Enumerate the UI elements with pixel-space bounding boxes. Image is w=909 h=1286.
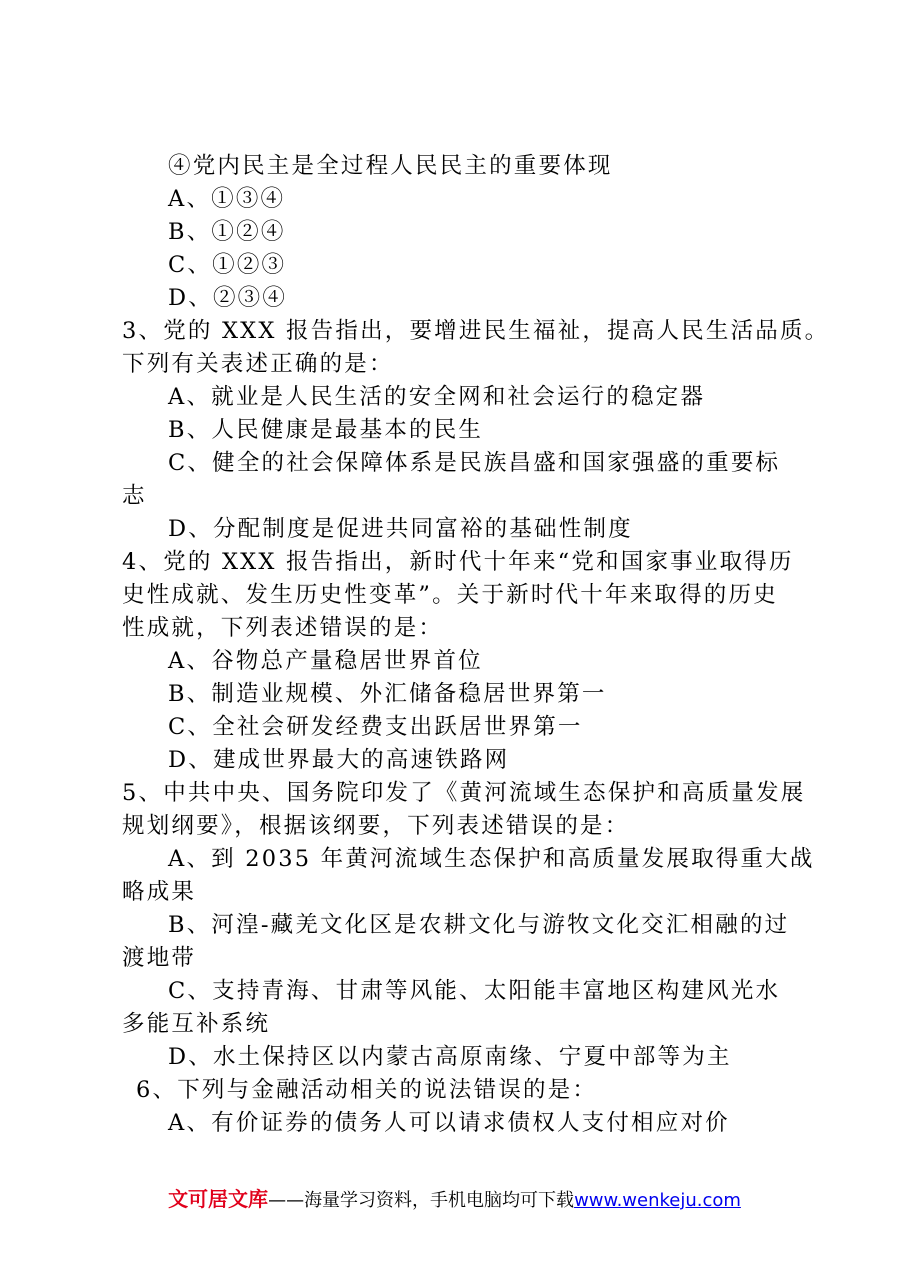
text-line: 3、党的 XXX 报告指出，要增进民生福祉，提高人民生活品质。	[122, 318, 830, 344]
document-body	[122, 150, 830, 1140]
text-line: 多能互补系统	[122, 1011, 271, 1037]
text-line: 4、党的 XXX 报告指出，新时代十年来“党和国家事业取得历	[122, 549, 794, 575]
footer-link[interactable]: www.wenkeju.com	[574, 1190, 741, 1211]
text-line: 志	[122, 483, 147, 509]
text-line: C、支持青海、甘肃等风能、太阳能丰富地区构建风光水	[168, 978, 781, 1004]
text-line: D、建成世界最大的高速铁路网	[168, 747, 510, 773]
text-line: A、到 2035 年黄河流域生态保护和高质量发展取得重大战	[168, 846, 815, 872]
text-line: ④党内民主是全过程人民民主的重要体现	[168, 153, 613, 179]
text-line: C、①②③	[168, 252, 287, 278]
text-line: B、①②④	[168, 219, 286, 245]
text-line: 5、中共中央、国务院印发了《黄河流域生态保护和高质量发展	[122, 780, 806, 806]
text-line: B、人民健康是最基本的民生	[168, 417, 484, 443]
footer-brand: 文可居文库	[168, 1187, 269, 1211]
text-line: D、分配制度是促进共同富裕的基础性制度	[168, 516, 633, 542]
footer-tagline: ——海量学习资料，手机电脑均可下载	[268, 1190, 575, 1211]
text-line: 6、下列与金融活动相关的说法错误的是：	[136, 1077, 598, 1103]
text-line: 史性成就、发生历史性变革”。关于新时代十年来取得的历史	[122, 582, 778, 608]
footer-banner	[0, 1183, 909, 1212]
text-line: C、健全的社会保障体系是民族昌盛和国家强盛的重要标	[168, 450, 781, 476]
text-line: 渡地带	[122, 945, 197, 971]
text-line: C、全社会研发经费支出跃居世界第一	[168, 714, 583, 740]
text-line: B、河湟-藏羌文化区是农耕文化与游牧文化交汇相融的过	[168, 912, 790, 938]
text-line: D、水土保持区以内蒙古高原南缘、宁夏中部等为主	[168, 1044, 732, 1070]
text-line: A、有价证券的债务人可以请求债权人支付相应对价	[168, 1110, 730, 1136]
text-line: A、①③④	[168, 186, 286, 212]
text-line: D、②③④	[168, 285, 288, 311]
text-line: 下列有关表述正确的是：	[122, 351, 394, 377]
text-line: B、制造业规模、外汇储备稳居世界第一	[168, 681, 607, 707]
text-line: A、就业是人民生活的安全网和社会运行的稳定器	[168, 384, 706, 410]
text-line: A、谷物总产量稳居世界首位	[168, 648, 483, 674]
text-line: 规划纲要》，根据该纲要，下列表述错误的是：	[122, 813, 630, 839]
text-line: 性成就，下列表述错误的是：	[122, 615, 444, 641]
text-line: 略成果	[122, 879, 197, 905]
